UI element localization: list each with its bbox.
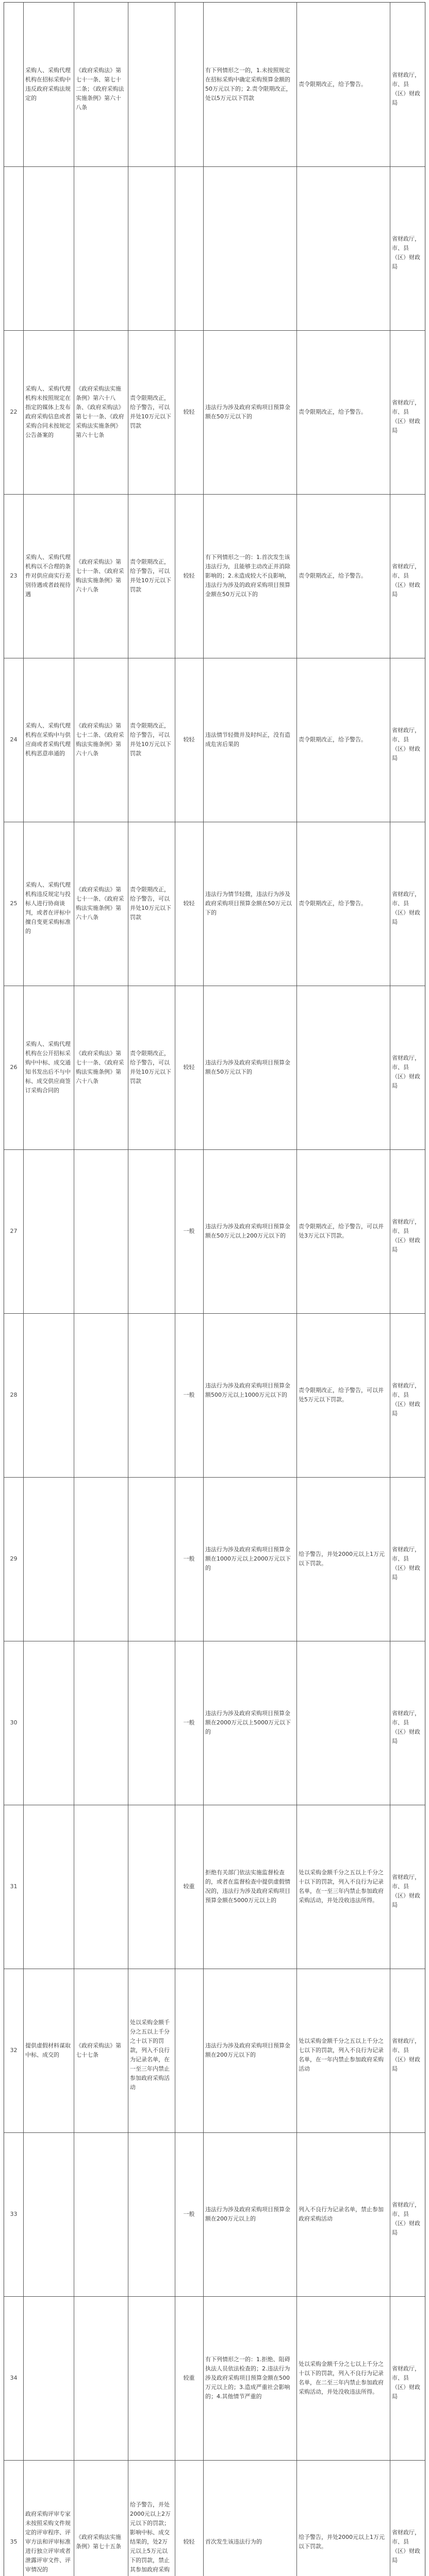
cell-level: 较重 [183, 1883, 195, 1890]
cell-penalty: 责令限期改正，给予警告。 [299, 81, 367, 88]
cell-item [25, 2210, 72, 2219]
cell-penalty [299, 1718, 388, 1727]
cell-standard: 违法行为涉及政府采购项目预算金额在200万元以上的 [205, 2206, 290, 2222]
cell-authority: 省财政厅，市、县（区）财政局 [392, 1218, 420, 1253]
cell-penalty [299, 1063, 388, 1072]
cell-level: 较轻 [183, 2538, 195, 2545]
cell-penalty: 处以采购金额千分之七以上千分之十以下的罚款，列入不良行为记录名单，在二至三年内禁止参加政府采购活动，并处没收违法所得。 [299, 2361, 384, 2395]
row-divider [4, 330, 425, 331]
row-divider [4, 494, 425, 495]
cell-penalty: 责令限期改正，给予警告。 [299, 736, 367, 743]
cell-no: 34 [10, 2375, 18, 2381]
cell-level: 一般 [183, 1555, 195, 1562]
cell-range [130, 244, 173, 253]
cell-item [25, 1718, 72, 1727]
cell-basis [76, 1882, 126, 1891]
cell-standard: 违法行为情节轻微，违法行为涉及政府采购项目预算金额在50万元以下的 [205, 891, 292, 916]
cell-range: 给予警告，并处2000元以上2万元以下的罚款；影响中标、成交结果的，处2万元以上5万元以下的罚款，禁止其参加政府采购 [130, 2501, 171, 2573]
cell-item: 提供虚假材料谋取中标、成交的 [25, 2042, 71, 2058]
cell-authority: 省财政厅，市、县（区）财政局 [392, 1874, 420, 1908]
cell-level: 较重 [183, 2375, 195, 2381]
cell-authority: 省财政厅，市、县（区）财政局 [392, 399, 420, 434]
cell-standard: 违法行为涉及政府采购项目预算金额在2000万元以上5000万元以下的 [205, 1710, 291, 1735]
cell-authority: 省财政厅，市、县（区）财政局 [392, 2201, 420, 2236]
cell-basis: 《政府采购法》第七十一条、《政府采购法实施条例》第六十八条 [76, 558, 124, 593]
cell-no: 23 [10, 572, 18, 579]
cell-standard: 违法行为涉及政府采购项目预算金额在50万元以下的 [205, 404, 290, 420]
cell-no [6, 244, 21, 253]
cell-item [25, 1227, 72, 1236]
cell-basis [76, 244, 126, 253]
cell-penalty: 列入不良行为记录名单，禁止参加政府采购活动 [299, 2206, 384, 2222]
cell-range: 责令限期改正，给予警告，可以并处10万元以下罚款 [130, 722, 171, 757]
cell-range [130, 1227, 173, 1236]
cell-item: 采购人、采购代理机构在采购中与供应商或者采购代理机构恶意串通的 [25, 722, 71, 757]
cell-range [130, 1718, 173, 1727]
cell-penalty: 责令限期改正，给予警告。 [299, 900, 367, 907]
cell-authority: 省财政厅，市、县（区）财政局 [392, 235, 420, 270]
cell-penalty: 责令限期改正，给予警告，可以并处5万元以下罚款。 [299, 1387, 384, 1403]
cell-level: 较轻 [183, 900, 195, 907]
cell-range [130, 1882, 173, 1891]
cell-basis [76, 1391, 126, 1400]
cell-basis: 《政府采购法》第七十二条、《政府采购法实施条例》第六十八条 [76, 722, 124, 757]
cell-level [177, 2046, 201, 2055]
cell-no: 30 [10, 1719, 18, 1726]
cell-range: 责令限期改正，给予警告，可以并处10万元以下罚款 [130, 558, 171, 593]
cell-item [25, 244, 72, 253]
row-divider [4, 1313, 425, 1314]
cell-item: 采购人、采购代理机构以不合理的条件对供应商实行差别待遇或者歧视待遇 [25, 554, 71, 598]
cell-no: 29 [10, 1555, 18, 1562]
row-divider [4, 166, 425, 167]
cell-standard: 有下列情形之一的：1.拒绝、阻碍执法人员依法检查的；2.违法行为涉及政府采购项目预算金额在500万元以上的；3.造成严重社会影响的；4.其他情节严重的 [205, 2356, 290, 2400]
cell-standard: 违法行为涉及政府采购项目预算金额在200万元以下的 [205, 2042, 290, 2058]
cell-basis: 《政府采购法实施条例》第七十五条 [76, 2534, 121, 2550]
cell-basis: 《政府采购法实施条例》第六十八条、《政府采购法》第七十一条、《政府采购法实施条例》第六十七条 [76, 385, 124, 438]
cell-item: 采购人、采购代理机构在招标采购中违反政府采购法规定的 [25, 67, 71, 101]
cell-level: 较轻 [183, 572, 195, 579]
cell-basis: 《政府采购法》第七十一条、《政府采购法实施条例》第六十八条 [76, 1050, 124, 1084]
cell-authority: 省财政厅，市、县（区）财政局 [392, 2038, 420, 2072]
cell-penalty: 责令限期改正，给予警告。 [299, 572, 367, 579]
cell-basis [76, 2374, 126, 2383]
row-divider [4, 2460, 425, 2461]
cell-no [6, 80, 21, 89]
cell-item: 采购人、采购代理机构违反规定与投标人进行协商谈判，或者在评标中擅自变更采购标准的 [25, 882, 71, 935]
cell-standard [205, 244, 294, 253]
cell-authority: 省财政厅，市、县（区）财政局 [392, 1382, 420, 1417]
cell-basis: 《政府采购法》第七十七条 [76, 2042, 121, 2058]
cell-authority: 省财政厅，市、县（区）财政局 [392, 72, 420, 106]
cell-level [177, 244, 201, 253]
cell-standard: 首次发生该违法行为的 [205, 2538, 262, 2545]
cell-standard: 违法行为涉及政府采购项目预算金额在50万元以上200万元以下的 [205, 1223, 290, 1239]
cell-no: 25 [10, 900, 18, 907]
column-divider [23, 3, 24, 2576]
cell-range: 责令限期改正，给予警告，可以并处10万元以下罚款 [130, 1050, 171, 1084]
cell-standard: 违法行为涉及政府采购项目预算金额500万元以上1000万元以下的 [205, 1382, 290, 1398]
cell-range [130, 1391, 173, 1400]
cell-range [130, 2210, 173, 2219]
cell-item: 采购人、采购代理机构未按照规定在指定的媒体上发布政府采购信息或者采购合同未按规定公告备案的 [25, 385, 71, 438]
row-divider [4, 1149, 425, 1150]
cell-range [130, 80, 173, 89]
cell-no: 26 [10, 1064, 18, 1071]
cell-level: 一般 [183, 2211, 195, 2217]
cell-authority: 省财政厅，市、县（区）财政局 [392, 1710, 420, 1744]
cell-item [25, 2374, 72, 2383]
cell-range: 责令限期改正，给予警告，可以并处10万元以下罚款 [130, 395, 171, 429]
cell-standard: 违法行为涉及政府采购项目预算金额在1000万元以上2000万元以下的 [205, 1546, 291, 1571]
cell-standard: 违法行为涉及政府采购项目预算金额在50万元以下的 [205, 1059, 290, 1075]
cell-range [130, 2374, 173, 2383]
cell-authority: 省财政厅，市、县（区）财政局 [392, 2365, 420, 2400]
penalty-standards-table [4, 2, 425, 2576]
cell-basis [76, 1554, 126, 1564]
cell-no: 35 [10, 2538, 18, 2545]
cell-penalty: 处以采购金额千分之五以上千分之七以下的罚款，列入不良行为记录名单，在一年内禁止参加政府采购活动 [299, 2038, 384, 2072]
cell-authority: 省财政厅，市、县（区）财政局 [392, 727, 420, 761]
cell-standard: 拒绝有关部门依法实施监督检查的，或者在监督检查中提供虚假情况的，违法行为涉及政府采购项目预算金额在5000万元以上的 [205, 1869, 290, 1904]
cell-basis: 《政府采购法》第七十一条、《政府采购法实施条例》第六十八条 [76, 886, 124, 921]
cell-authority: 省财政厅，市、县（区）财政局 [392, 2529, 420, 2564]
cell-level [177, 80, 201, 89]
row-divider [4, 2296, 425, 2297]
cell-authority: 省财政厅，市、县（区）财政局 [392, 1546, 420, 1581]
cell-level: 一般 [183, 1228, 195, 1234]
cell-standard: 违法情节轻微并及时纠正，没有造成危害后果的 [205, 732, 290, 748]
cell-level: 较轻 [183, 409, 195, 415]
cell-range [130, 1554, 173, 1564]
cell-level: 较轻 [183, 1064, 195, 1071]
cell-penalty [299, 244, 388, 253]
cell-basis: 《政府采购法》第七十一条、第七十二条；《政府采购法实施条例》第六十八条 [76, 67, 124, 111]
column-divider [296, 3, 297, 2576]
cell-no: 24 [10, 736, 18, 743]
cell-penalty: 给予警告，并处2000元以上1万元以下罚款。 [299, 1551, 385, 1567]
cell-penalty: 责令限期改正，给予警告。 [299, 409, 367, 415]
cell-item: 政府采购评审专家未按照采购文件规定的评审程序、评审方法和评审标准进行独立评审或者泄露评审文件、评审情况的 [25, 2511, 71, 2573]
cell-authority: 省财政厅，市、县（区）财政局 [392, 891, 420, 925]
cell-item [25, 1391, 72, 1400]
cell-range: 责令限期改正，给予警告，可以并处10万元以下罚款 [130, 886, 171, 921]
cell-penalty: 处以采购金额千分之五以上千分之十以下的罚款，列入不良行为记录名单，在一至三年内禁止参加政府采购活动，并处没收违法所得。 [299, 1869, 384, 1904]
cell-level: 较轻 [183, 736, 195, 743]
cell-item [25, 1882, 72, 1891]
cell-no: 32 [10, 2047, 18, 2054]
cell-no: 27 [10, 1228, 18, 1234]
cell-penalty: 给予警告，并处2000元以上1万元以下罚款。 [299, 2534, 385, 2550]
column-divider [203, 3, 204, 2576]
cell-item: 采购人、采购代理机构在公开招标采购中中标、成交通知书发出后不与中标、成交供应商签订采购合同的 [25, 1041, 71, 1094]
cell-authority: 省财政厅，市、县（区）财政局 [392, 563, 420, 598]
cell-basis [76, 1227, 126, 1236]
cell-no: 33 [10, 2211, 18, 2217]
cell-penalty: 责令限期改正，给予警告，可以并处3万元以下罚款。 [299, 1223, 384, 1239]
cell-range: 处以采购金额千分之五以上千分之十以下的罚款，列入不良行为记录名单，在一至三年内禁止参加政府采购活动 [130, 2019, 170, 2091]
cell-no: 31 [10, 1883, 18, 1890]
cell-no: 28 [10, 1392, 18, 1398]
cell-authority: 省财政厅，市、县（区）财政局 [392, 1055, 420, 1089]
cell-no: 22 [10, 409, 18, 415]
cell-item [25, 1554, 72, 1564]
row-divider [4, 2132, 425, 2133]
cell-level: 一般 [183, 1392, 195, 1398]
cell-basis [76, 1718, 126, 1727]
cell-standard: 有下列情形之一的：1.首次发生该违法行为，且能够主动改正并消除影响的；2.未造成较大不良影响，违法行为涉及的政府采购项目预算金额在50万元以下的 [205, 554, 290, 598]
cell-basis [76, 2210, 126, 2219]
cell-level: 一般 [183, 1719, 195, 1726]
row-divider [4, 1477, 425, 1478]
cell-standard: 有下列情形之一的，1.未按照规定在招标采购中确定采购预算金额的50万元以下的；2.责令限期改正，处以5万元以下罚款 [205, 67, 292, 101]
